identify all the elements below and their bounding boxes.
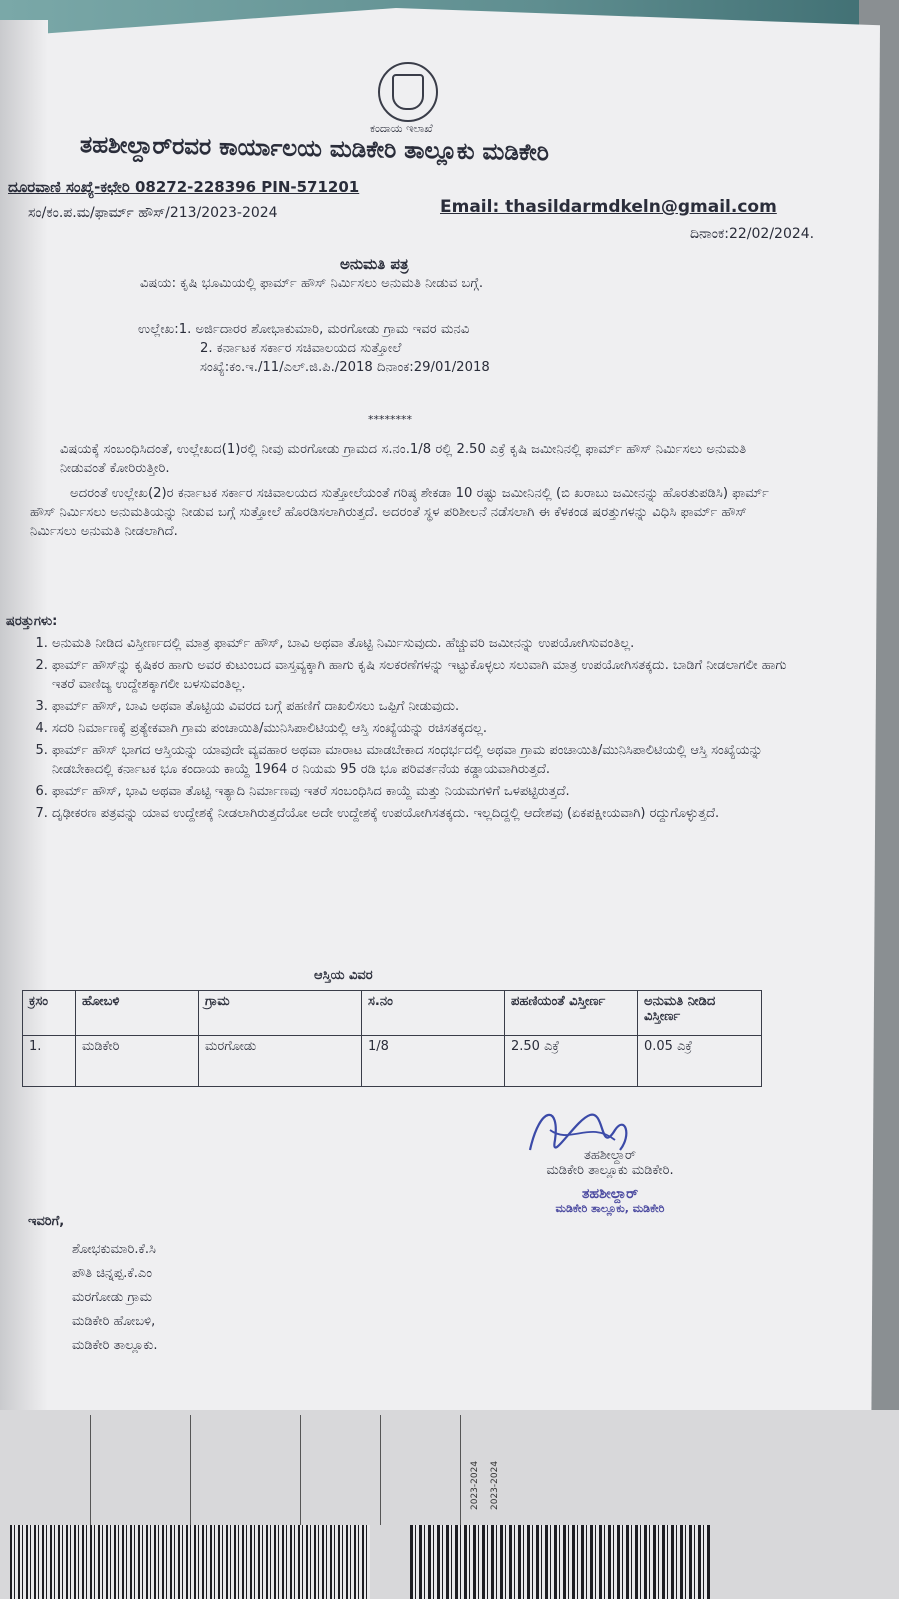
conditions-heading: ಷರತ್ತುಗಳು: [6,614,58,629]
stub-year-1: 2023-2024 [470,1460,480,1510]
paragraph-2: ಅದರಂತೆ ಉಲ್ಲೇಖ(2)ರ ಕರ್ನಾಟಕ ಸರ್ಕಾರ ಸಚಿವಾಲಯದ ಸುತ್ತೋಲೆಯಂತೆ ಗರಿಷ್ಠ ಶೇಕಡಾ 10 ರಷ್ಟು ಜಮೀನಿನಲ್ಲಿ (ಬಿ ಖರಾಬು ಜಮೀನನ್ನು ಹೊರತುಪಡಿಸಿ) ಫಾರ್ಮ್ ಹೌಸ್ ನಿರ್ಮಿಸಲು ಅನುಮತಿಯನ್ನು ನೀಡುವ ಬಗ್ಗೆ ಸುತ್ತೋಲೆ ಹೊರಡಿಸಲಾಗಿರುತ್ತದೆ. ಅದರಂತೆ ಸ್ಥಳ ಪರಿಶೀಲನೆ ನಡೆಸಲಾಗಿ ಈ ಕೆಳಕಂಡ ಷರತ್ತುಗಳನ್ನು ವಿಧಿಸಿ ಫಾರ್ಮ್ ಹೌಸ್ ನಿರ್ಮಿಸಲು ಅನುಮತಿ ನೀಡಲಾಗಿದೆ. [30,486,769,539]
karnataka-emblem-icon [378,62,438,122]
references [138,320,738,377]
department-name: ಕಂದಾಯ ಇಲಾಖೆ [370,122,433,135]
stub-divider [380,1415,381,1525]
reference-1: ಉಲ್ಲೇಖ:1. ಅರ್ಜಿದಾರರ ಶೋಭಾಕುಮಾರಿ, ಮರಗೋಡು ಗ್ರಾಮ ಇವರ ಮನವಿ [138,322,470,337]
cell-permitted-extent: 0.05 ಎಕ್ರೆ [638,1036,762,1087]
barcode-right [410,1525,710,1599]
recipient-line: ಮಡಿಕೇರಿ ತಾಲ್ಲೂಕು. [72,1338,158,1353]
recipient-heading: ಇವರಿಗೆ, [28,1214,65,1229]
signatory-line-1: ತಹಶೀಲ್ದಾರ್ [583,1148,637,1163]
col-permitted-extent: ಅನುಮತಿ ನೀಡಿದ ವಿಸ್ತೀರ್ಣ [638,991,762,1036]
condition-item: 6. ಫಾರ್ಮ್ ಹೌಸ್, ಭಾವಿ ಅಥವಾ ತೊಟ್ಟಿ ಇತ್ಯಾದಿ ನಿರ್ಮಾಣವು ಇತರೆ ಸಂಬಂಧಿಸಿದ ಕಾಯ್ದೆ ಮತ್ತು ನಿಯಮಗಳಿಗೆ ಒಳಪಟ್ಟಿರುತ್ತದೆ. [52,782,792,801]
stub-divider [460,1415,461,1525]
condition-item: 7. ದೃಢೀಕರಣ ಪತ್ರವನ್ನು ಯಾವ ಉದ್ದೇಶಕ್ಕೆ ನೀಡಲಾಗಿರುತ್ತದೆಯೋ ಅದೇ ಉದ್ದೇಶಕ್ಕೆ ಉಪಯೋಗಿಸತಕ್ಕದು. ಇಲ್ಲದಿದ್ದಲ್ಲಿ ಆದೇಶವು (ಏಕಪಕ್ಷೀಯವಾಗಿ) ರದ್ದುಗೊಳ್ಳುತ್ತದೆ. [52,804,792,823]
recipient-line: ಪೌತಿ ಚಿನ್ನಪ್ಪ.ಕೆ.ಎಂ [72,1266,152,1281]
cell-rtc-extent: 2.50 ಎಕ್ರೆ [505,1036,638,1087]
stub-divider [90,1415,91,1525]
paragraph-1: ವಿಷಯಕ್ಕೆ ಸಂಬಂಧಿಸಿದಂತೆ, ಉಲ್ಲೇಖದ(1)ರಲ್ಲಿ ನೀವು ಮರಗೋಡು ಗ್ರಾಮದ ಸ.ನಂ.1/8 ರಲ್ಲಿ 2.50 ಎಕ್ರೆ ಕೃಷಿ ಜಮೀನಿನಲ್ಲಿ ಫಾರ್ಮ್ ಹೌಸ್ ನಿರ್ಮಿಸಲು ಅನುಮತಿ ನೀಡುವಂತೆ ಕೋರಿರುತ್ತೀರಿ. [60,442,747,476]
table-header-row [23,991,762,1036]
col-hobli: ಹೋಬಳಿ [76,991,199,1036]
separator: ******** [368,413,412,426]
reference-2-number: ಸಂಖ್ಯೆ:ಕಂ.ಇ./11/ಎಲ್.ಜಿ.ಪಿ./2018 ದಿನಾಂಕ:29/01/2018 [200,360,490,375]
recipient-line: ಮರಗೋಡು ಗ್ರಾಮ [72,1290,152,1305]
signatory-line-2: ಮಡಿಕೇರಿ ತಾಲ್ಲೂಕು ಮಡಿಕೇರಿ. [546,1163,674,1178]
col-survey-no: ಸ.ನಂ [362,991,505,1036]
property-table [22,990,762,1087]
stamp-line-2: ಮಡಿಕೇರಿ ತಾಲ್ಲೂಕು, ಮಡಿಕೇರಿ [555,1202,665,1215]
document-date: ದಿನಾಂಕ:22/02/2024. [690,226,815,242]
condition-item: 5. ಫಾರ್ಮ್ ಹೌಸ್ ಭಾಗದ ಆಸ್ತಿಯನ್ನು ಯಾವುದೇ ವ್ಯವಹಾರ ಅಥವಾ ಮಾರಾಟ ಮಾಡಬೇಕಾದ ಸಂಧರ್ಭದಲ್ಲಿ ಅಥವಾ ಗ್ರಾಮ ಪಂಚಾಯಿತಿ/ಮುನಿಸಿಪಾಲಿಟಿಯಲ್ಲಿ ಆಸ್ತಿ ಸಂಖ್ಯೆಯನ್ನು ನೀಡಬೇಕಾದಲ್ಲಿ ಕರ್ನಾಟಕ ಭೂ ಕಂದಾಯ ಕಾಯ್ದೆ 1964 ರ ನಿಯಮ 95 ರಡಿ ಭೂ ಪರಿವರ್ತನೆಯ ಕಡ್ಡಾಯವಾಗಿರುತ್ತದೆ. [52,741,792,779]
office-title: ತಹಶೀಲ್ದಾರ್‌ರವರ ಕಾರ್ಯಾಲಯ ಮಡಿಕೇರಿ ತಾಲ್ಲೂಕು ಮಡಿಕೇರಿ [79,132,550,167]
cell-survey-no: 1/8 [362,1036,505,1087]
condition-item: 4. ಸದರಿ ನಿರ್ಮಾಣಕ್ಕೆ ಪ್ರತ್ಯೇಕವಾಗಿ ಗ್ರಾಮ ಪಂಚಾಯಿತಿ/ಮುನಿಸಿಪಾಲಿಟಿಯಲ್ಲಿ ಆಸ್ತಿ ಸಂಖ್ಯೆಯನ್ನು ರಚಿಸತಕ್ಕದಲ್ಲ. [52,719,792,738]
subject-line: ವಿಷಯ: ಕೃಷಿ ಭೂಮಿಯಲ್ಲಿ ಫಾರ್ಮ್ ಹೌಸ್ ನಿರ್ಮಿಸಲು ಅನುಮತಿ ನೀಡುವ ಬಗ್ಗೆ. [140,276,484,291]
col-village: ಗ್ರಾಮ [199,991,362,1036]
condition-item: 3. ಫಾರ್ಮ್ ಹೌಸ್, ಬಾವಿ ಅಥವಾ ತೊಟ್ಟಿಯ ವಿವರದ ಬಗ್ಗೆ ಪಹಣಿಗೆ ದಾಖಲಿಸಲು ಒಪ್ಪಿಗೆ ನೀಡುವುದು. [52,697,792,716]
recipient-block [28,1210,158,1358]
condition-item: 1. ಅನುಮತಿ ನೀಡಿದ ವಿಸ್ತೀರ್ಣದಲ್ಲಿ ಮಾತ್ರ ಫಾರ್ಮ್ ಹೌಸ್, ಬಾವಿ ಅಥವಾ ತೊಟ್ಟಿ ನಿರ್ಮಿಸುವುದು. ಹೆಚ್ಚುವರಿ ಜಮೀನನ್ನು ಉಪಯೋಗಿಸುವಂತಿಲ್ಲ. [52,634,792,653]
property-table-title: ಆಸ್ತಿಯ ವಿವರ [314,968,373,983]
recipient-line: ಮಡಿಕೇರಿ ಹೋಬಳಿ, [72,1314,156,1329]
barcode-left [10,1525,370,1599]
conditions-list [22,634,792,826]
recipient-line: ಶೋಭಕುಮಾರಿ.ಕೆ.ಸಿ [72,1242,156,1257]
reference-2: 2. ಕರ್ನಾಟಕ ಸರ್ಕಾರ ಸಚಿವಾಲಯದ ಸುತ್ತೋಲೆ [200,341,402,356]
signatory-title [480,1148,740,1178]
cell-village: ಮರಗೋಡು [199,1036,362,1087]
stamp-line-1: ತಹಶೀಲ್ದಾರ್ [581,1186,639,1202]
phone-line: ದೂರವಾಣಿ ಸಂಖ್ಯೆ-ಕಛೇರಿ 08272-228396 PIN-571201 [8,178,360,196]
col-serial: ಕ್ರಸಂ [23,991,76,1036]
stub-divider [190,1415,191,1525]
col-rtc-extent: ಪಹಣಿಯಂತೆ ವಿಸ್ತೀರ್ಣ [505,991,638,1036]
cell-hobli: ಮಡಿಕೇರಿ [76,1036,199,1087]
table-row [23,1036,762,1087]
stub-divider [300,1415,301,1525]
reference-number: ಸಂ/ಕಂ.ಪ.ಮ/ಫಾರ್ಮ್ ಹೌಸ್/213/2023-2024 [28,205,278,221]
official-stamp [480,1186,740,1216]
document-title: ಅನುಮತಿ ಪತ್ರ [340,255,409,273]
email-line: Email: thasildarmdkeln@gmail.com [440,197,777,217]
condition-item: 2. ಫಾರ್ಮ್ ಹೌಸ್‌ನ್ನು ಕೃಷಿಕರ ಹಾಗು ಅವರ ಕುಟುಂಬದ ವಾಸ್ತವ್ಯಕ್ಕಾಗಿ ಹಾಗು ಕೃಷಿ ಸಲಕರಣೆಗಳನ್ನು ಇಟ್ಟುಕೊಳ್ಳಲು ಸಲುವಾಗಿ ಮಾತ್ರ ಉಪಯೋಗಿಸತಕ್ಕದು. ಬಾಡಿಗೆ ನೀಡಲಾಗಲೀ ಹಾಗು ಇತರೆ ವಾಣಿಜ್ಯ ಉದ್ದೇಶಕ್ಕಾಗಲೀ ಬಳಸುವಂತಿಲ್ಲ. [52,656,792,694]
cell-serial: 1. [23,1036,76,1087]
stub-year-2: 2023-2024 [490,1460,500,1510]
